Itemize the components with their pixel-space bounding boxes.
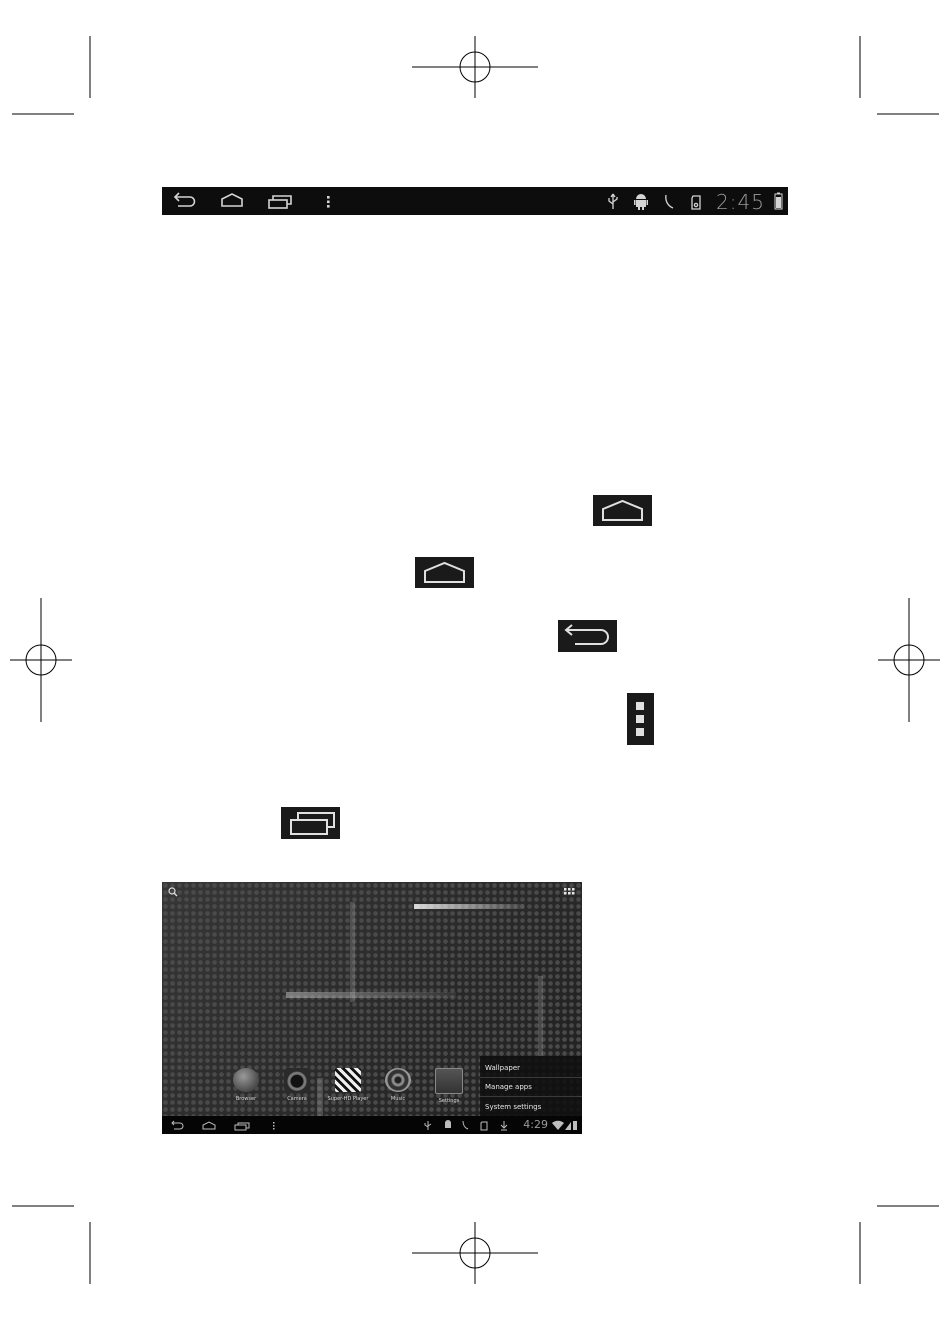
menu-divider (480, 1096, 582, 1097)
back-button-icon (558, 620, 617, 652)
menu-button-icon (627, 693, 654, 745)
home-icon[interactable] (203, 1122, 215, 1129)
camera-icon (284, 1068, 310, 1092)
usb-icon (425, 1121, 431, 1130)
download-icon (501, 1121, 507, 1130)
home-button-icon (415, 557, 474, 588)
app-super-hd-player[interactable] (325, 1068, 371, 1102)
video-player-icon (335, 1068, 361, 1092)
app-label: Camera (287, 1096, 307, 1102)
status-clock: 2:45 (716, 190, 765, 214)
home-system-bar (162, 1116, 582, 1134)
options-menu (480, 1056, 582, 1116)
app-label: Music (390, 1096, 406, 1102)
wallpaper-light-streak (286, 992, 456, 998)
phone-icon (463, 1121, 468, 1129)
sd-card-icon (692, 196, 700, 209)
app-browser[interactable] (223, 1068, 269, 1102)
recent-apps-icon[interactable] (235, 1123, 249, 1130)
browser-icon (233, 1068, 259, 1092)
menu-divider (480, 1077, 582, 1078)
home-button-icon (593, 495, 652, 526)
home-status-clock: 4:29 (523, 1118, 548, 1131)
app-settings[interactable] (426, 1068, 472, 1104)
menu-item-wallpaper[interactable]: Wallpaper (485, 1064, 521, 1072)
system-bar (162, 187, 788, 215)
back-icon[interactable] (172, 1121, 183, 1129)
home-icon (593, 495, 652, 526)
phone-icon (666, 195, 673, 208)
home-screen-screenshot (162, 882, 582, 1134)
search-icon[interactable] (168, 887, 178, 897)
android-debug-icon (445, 1120, 451, 1128)
app-music[interactable] (375, 1068, 421, 1102)
recent-apps-icon (281, 807, 340, 839)
music-icon (385, 1068, 411, 1092)
back-icon[interactable] (175, 193, 195, 206)
menu-item-system-settings[interactable]: System settings (485, 1103, 542, 1111)
wallpaper-light-streak (350, 902, 355, 1002)
usb-icon (609, 194, 617, 209)
all-apps-icon[interactable] (564, 888, 575, 896)
battery-icon (573, 1121, 577, 1130)
menu-icon (627, 693, 654, 745)
wifi-icon (552, 1121, 564, 1130)
home-icon[interactable] (222, 194, 242, 206)
android-debug-icon (634, 194, 648, 210)
app-camera[interactable] (274, 1068, 320, 1102)
back-icon (558, 620, 617, 652)
sd-card-icon (481, 1122, 487, 1130)
wallpaper-light-streak (538, 976, 543, 1056)
wallpaper-light-streak (414, 904, 524, 909)
menu-icon[interactable] (327, 196, 330, 208)
settings-icon (435, 1068, 463, 1094)
app-label: Browser (235, 1096, 257, 1102)
recent-apps-icon[interactable] (269, 196, 291, 208)
app-label: Super-HD Player (327, 1096, 369, 1102)
home-icon (415, 557, 474, 588)
recent-apps-button-icon (281, 807, 340, 839)
menu-item-manage-apps[interactable]: Manage apps (485, 1083, 532, 1091)
app-label: Settings (438, 1098, 460, 1104)
signal-icon (565, 1122, 571, 1130)
menu-icon[interactable] (273, 1122, 275, 1130)
battery-icon (775, 193, 782, 210)
